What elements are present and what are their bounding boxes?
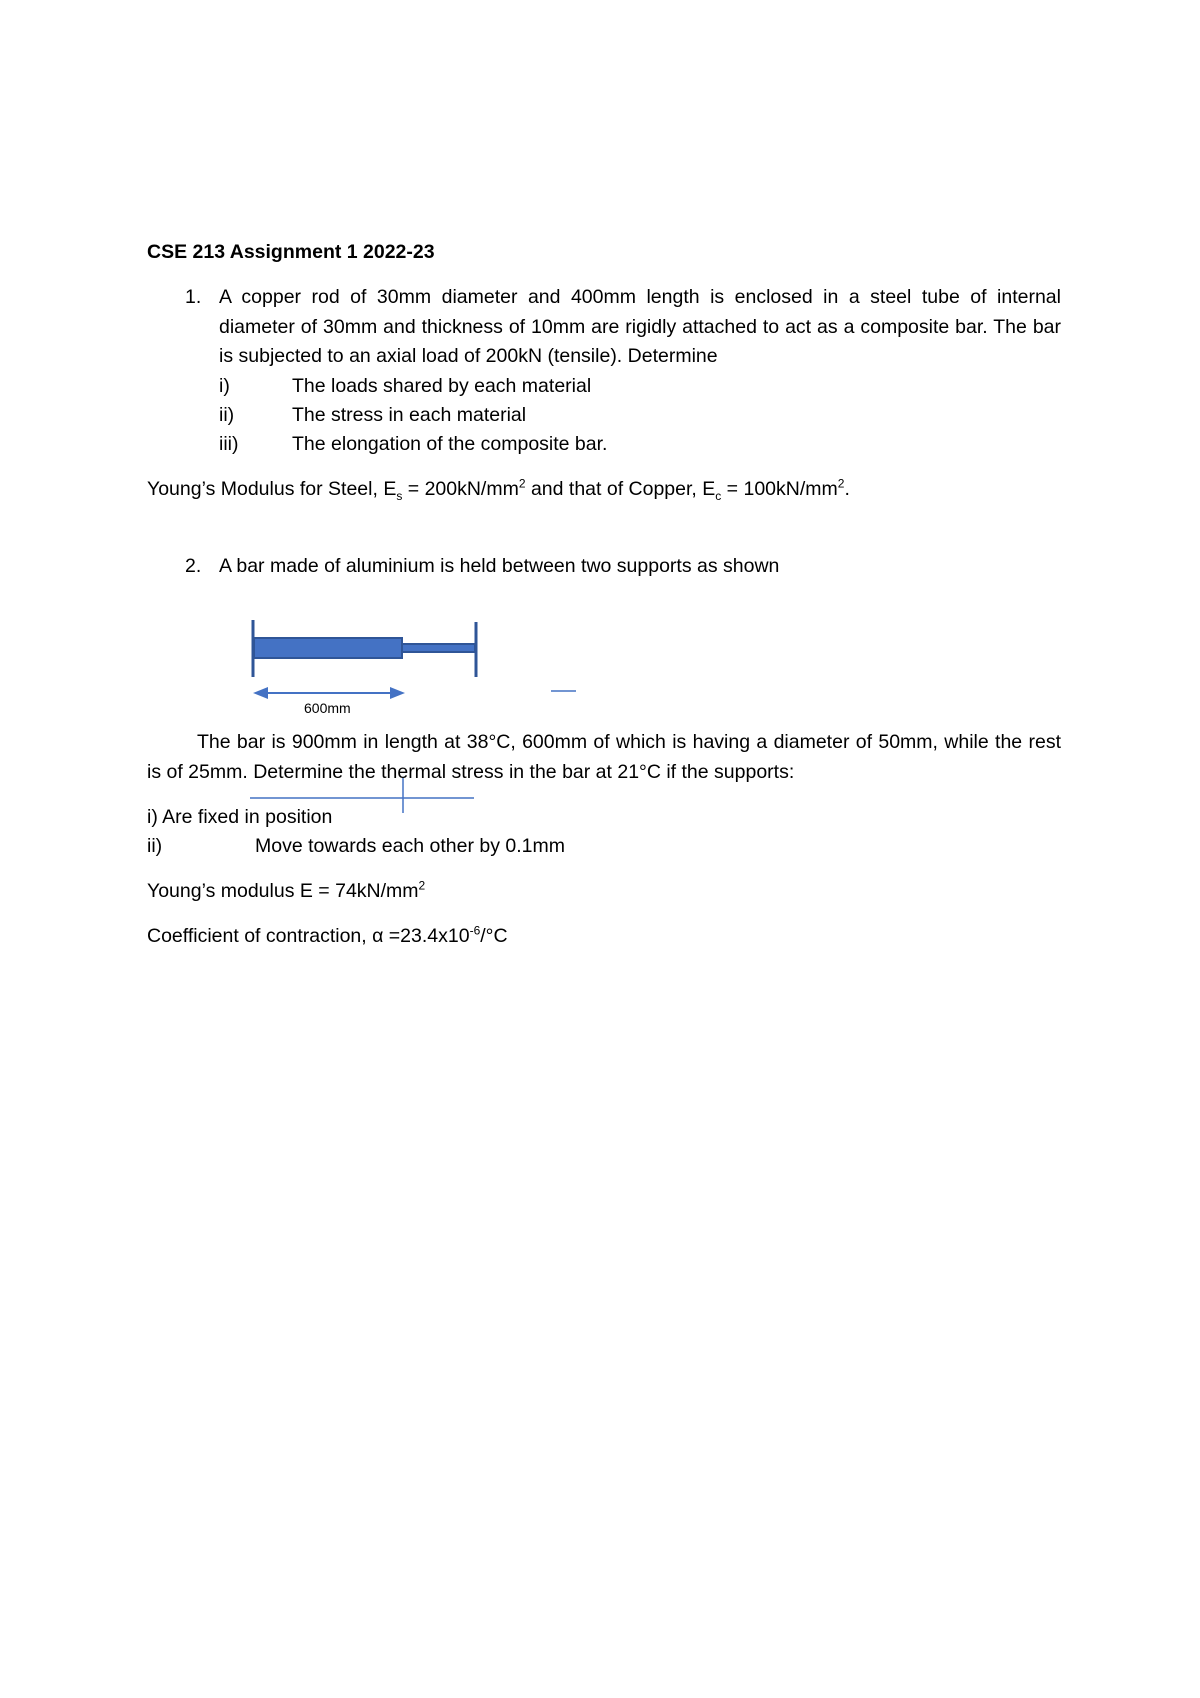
assignment-title: CSE 213 Assignment 1 2022-23 — [147, 241, 435, 263]
item-text: Move towards each other by 0.1mm — [255, 835, 565, 857]
item-number: ii) — [147, 835, 163, 857]
question-2-paragraph: The bar is 900mm in length at 38°C, 600mm of which is having a diameter of 50mm, while the rest is of 25mm. Determine the thermal stress in the bar at 21°C if the supports: — [147, 731, 1061, 783]
dimension-label: 600mm — [304, 700, 351, 716]
dimension-arrow-left-icon — [253, 687, 268, 699]
copper-modulus: = 100kN/mm — [721, 478, 838, 500]
item-text: The loads shared by each material — [292, 375, 592, 397]
moduli-end: . — [844, 478, 850, 500]
steel-superscript: 2 — [518, 476, 526, 491]
wide-bar-section — [254, 638, 402, 658]
item-number: iii) — [219, 433, 239, 455]
question-1-number: 1. — [185, 286, 202, 308]
question-2-item — [147, 832, 565, 861]
aluminium-bar-diagram — [240, 610, 560, 720]
coefficient-superscript: -6 — [469, 923, 481, 938]
steel-subscript: s — [396, 488, 403, 503]
question-2-number: 2. — [185, 555, 202, 577]
item-text: The stress in each material — [292, 404, 527, 426]
item-number: i) — [147, 806, 158, 828]
moduli-prefix: Young’s Modulus for Steel, E — [147, 478, 397, 500]
modulus-superscript: 2 — [418, 878, 426, 893]
question-2-text: A bar made of aluminium is held between two supports as shown — [219, 555, 780, 577]
question-1-text: A copper rod of 30mm diameter and 400mm length is enclosed in a steel tube of internal diameter of 30mm and thickness of 10mm are rigidly attached to act as a composite bar. The bar is subjected to an axial load of 200kN (tensile). Determine — [219, 286, 1061, 367]
question-2-coefficient — [147, 922, 508, 951]
steel-modulus: = 200kN/mm — [402, 478, 519, 500]
coefficient-unit: /°C — [480, 925, 508, 947]
narrow-bar-section — [402, 644, 475, 652]
question-1-item — [219, 430, 607, 459]
item-number: ii) — [219, 404, 235, 426]
copper-superscript: 2 — [837, 476, 845, 491]
modulus-text: Young’s modulus E = 74kN/mm — [147, 880, 419, 902]
question-1-item — [219, 401, 526, 430]
item-text: Are fixed in position — [162, 806, 333, 828]
copper-subscript: c — [715, 488, 722, 503]
copper-label: and that of Copper, E — [525, 478, 716, 500]
dimension-arrow-right-icon — [390, 687, 405, 699]
question-2-modulus — [147, 877, 425, 906]
item-number: i) — [219, 375, 230, 397]
item-text: The elongation of the composite bar. — [292, 433, 608, 455]
coefficient-text: Coefficient of contraction, α =23.4x10 — [147, 925, 470, 947]
question-1-item — [219, 372, 591, 401]
question-1-moduli — [147, 475, 850, 504]
question-2-item — [147, 803, 332, 832]
stray-dash-mark — [550, 688, 578, 694]
